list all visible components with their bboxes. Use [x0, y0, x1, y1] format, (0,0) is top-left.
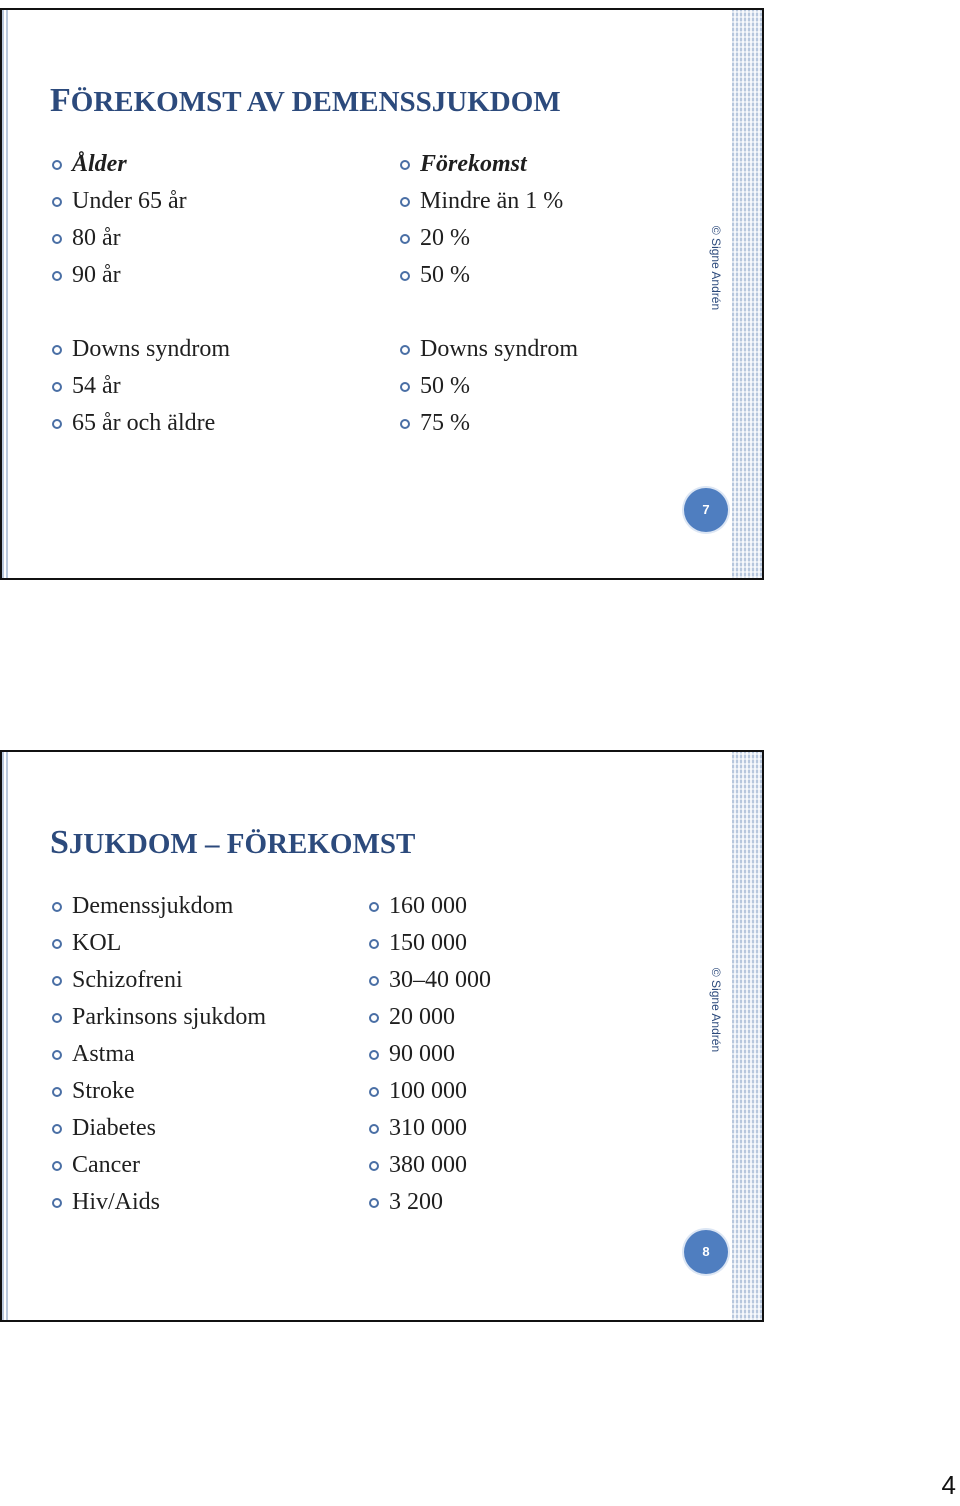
title-rest: ÖREKOMST AV DEMENSSJUKDOM	[70, 86, 561, 118]
list-item: Förekomst	[400, 146, 578, 183]
list-item: 310 000	[369, 1110, 491, 1147]
list-item: 80 år	[52, 220, 230, 257]
slide-7	[0, 8, 764, 580]
list-item: 50 %	[400, 257, 578, 294]
list-item: Hiv/Aids	[52, 1184, 266, 1221]
title-initial: S	[50, 824, 69, 861]
list-item: 3 200	[369, 1184, 491, 1221]
list-item: Under 65 år	[52, 183, 230, 220]
list-item: Downs syndrom	[52, 331, 230, 368]
list-item: 90 000	[369, 1036, 491, 1073]
list-item: Mindre än 1 %	[400, 183, 578, 220]
list-item: 20 %	[400, 220, 578, 257]
list-item: 150 000	[369, 925, 491, 962]
slide-number-badge: 8	[684, 1230, 728, 1274]
list-item: 30–40 000	[369, 962, 491, 999]
disease-list	[52, 888, 266, 1221]
slide-number-badge: 7	[684, 488, 728, 532]
copyright-text: © Signe Andrén	[709, 225, 723, 311]
list-item: KOL	[52, 925, 266, 962]
left-stripe-decoration	[2, 752, 10, 1320]
list-item: Demenssjukdom	[52, 888, 266, 925]
list-item: 100 000	[369, 1073, 491, 1110]
list-item: 65 år och äldre	[52, 405, 230, 442]
slide-8	[0, 750, 764, 1322]
list-item: Schizofreni	[52, 962, 266, 999]
list-item: Downs syndrom	[400, 331, 578, 368]
right-stripe-decoration	[732, 10, 762, 578]
list-item: Parkinsons sjukdom	[52, 999, 266, 1036]
list-item: Stroke	[52, 1073, 266, 1110]
title-initial: F	[50, 82, 71, 119]
list-item: 54 år	[52, 368, 230, 405]
list-item: 50 %	[400, 368, 578, 405]
list-item: Ålder	[52, 146, 230, 183]
copyright-label	[706, 188, 726, 348]
copyright-label	[706, 930, 726, 1090]
list-item: 20 000	[369, 999, 491, 1036]
list-item: 75 %	[400, 405, 578, 442]
page-number: 4	[941, 1470, 956, 1500]
left-stripe-decoration	[2, 10, 10, 578]
slide-title	[50, 824, 415, 862]
right-stripe-decoration	[732, 752, 762, 1320]
slide-title	[50, 82, 561, 120]
age-list	[52, 146, 230, 442]
copyright-text: © Signe Andrén	[709, 967, 723, 1053]
list-item: 380 000	[369, 1147, 491, 1184]
title-rest: JUKDOM – FÖREKOMST	[68, 828, 416, 860]
list-item: Cancer	[52, 1147, 266, 1184]
list-item: Diabetes	[52, 1110, 266, 1147]
list-item: 160 000	[369, 888, 491, 925]
prevalence-list	[400, 146, 578, 442]
count-list	[369, 888, 491, 1221]
list-item: Astma	[52, 1036, 266, 1073]
list-item: 90 år	[52, 257, 230, 294]
